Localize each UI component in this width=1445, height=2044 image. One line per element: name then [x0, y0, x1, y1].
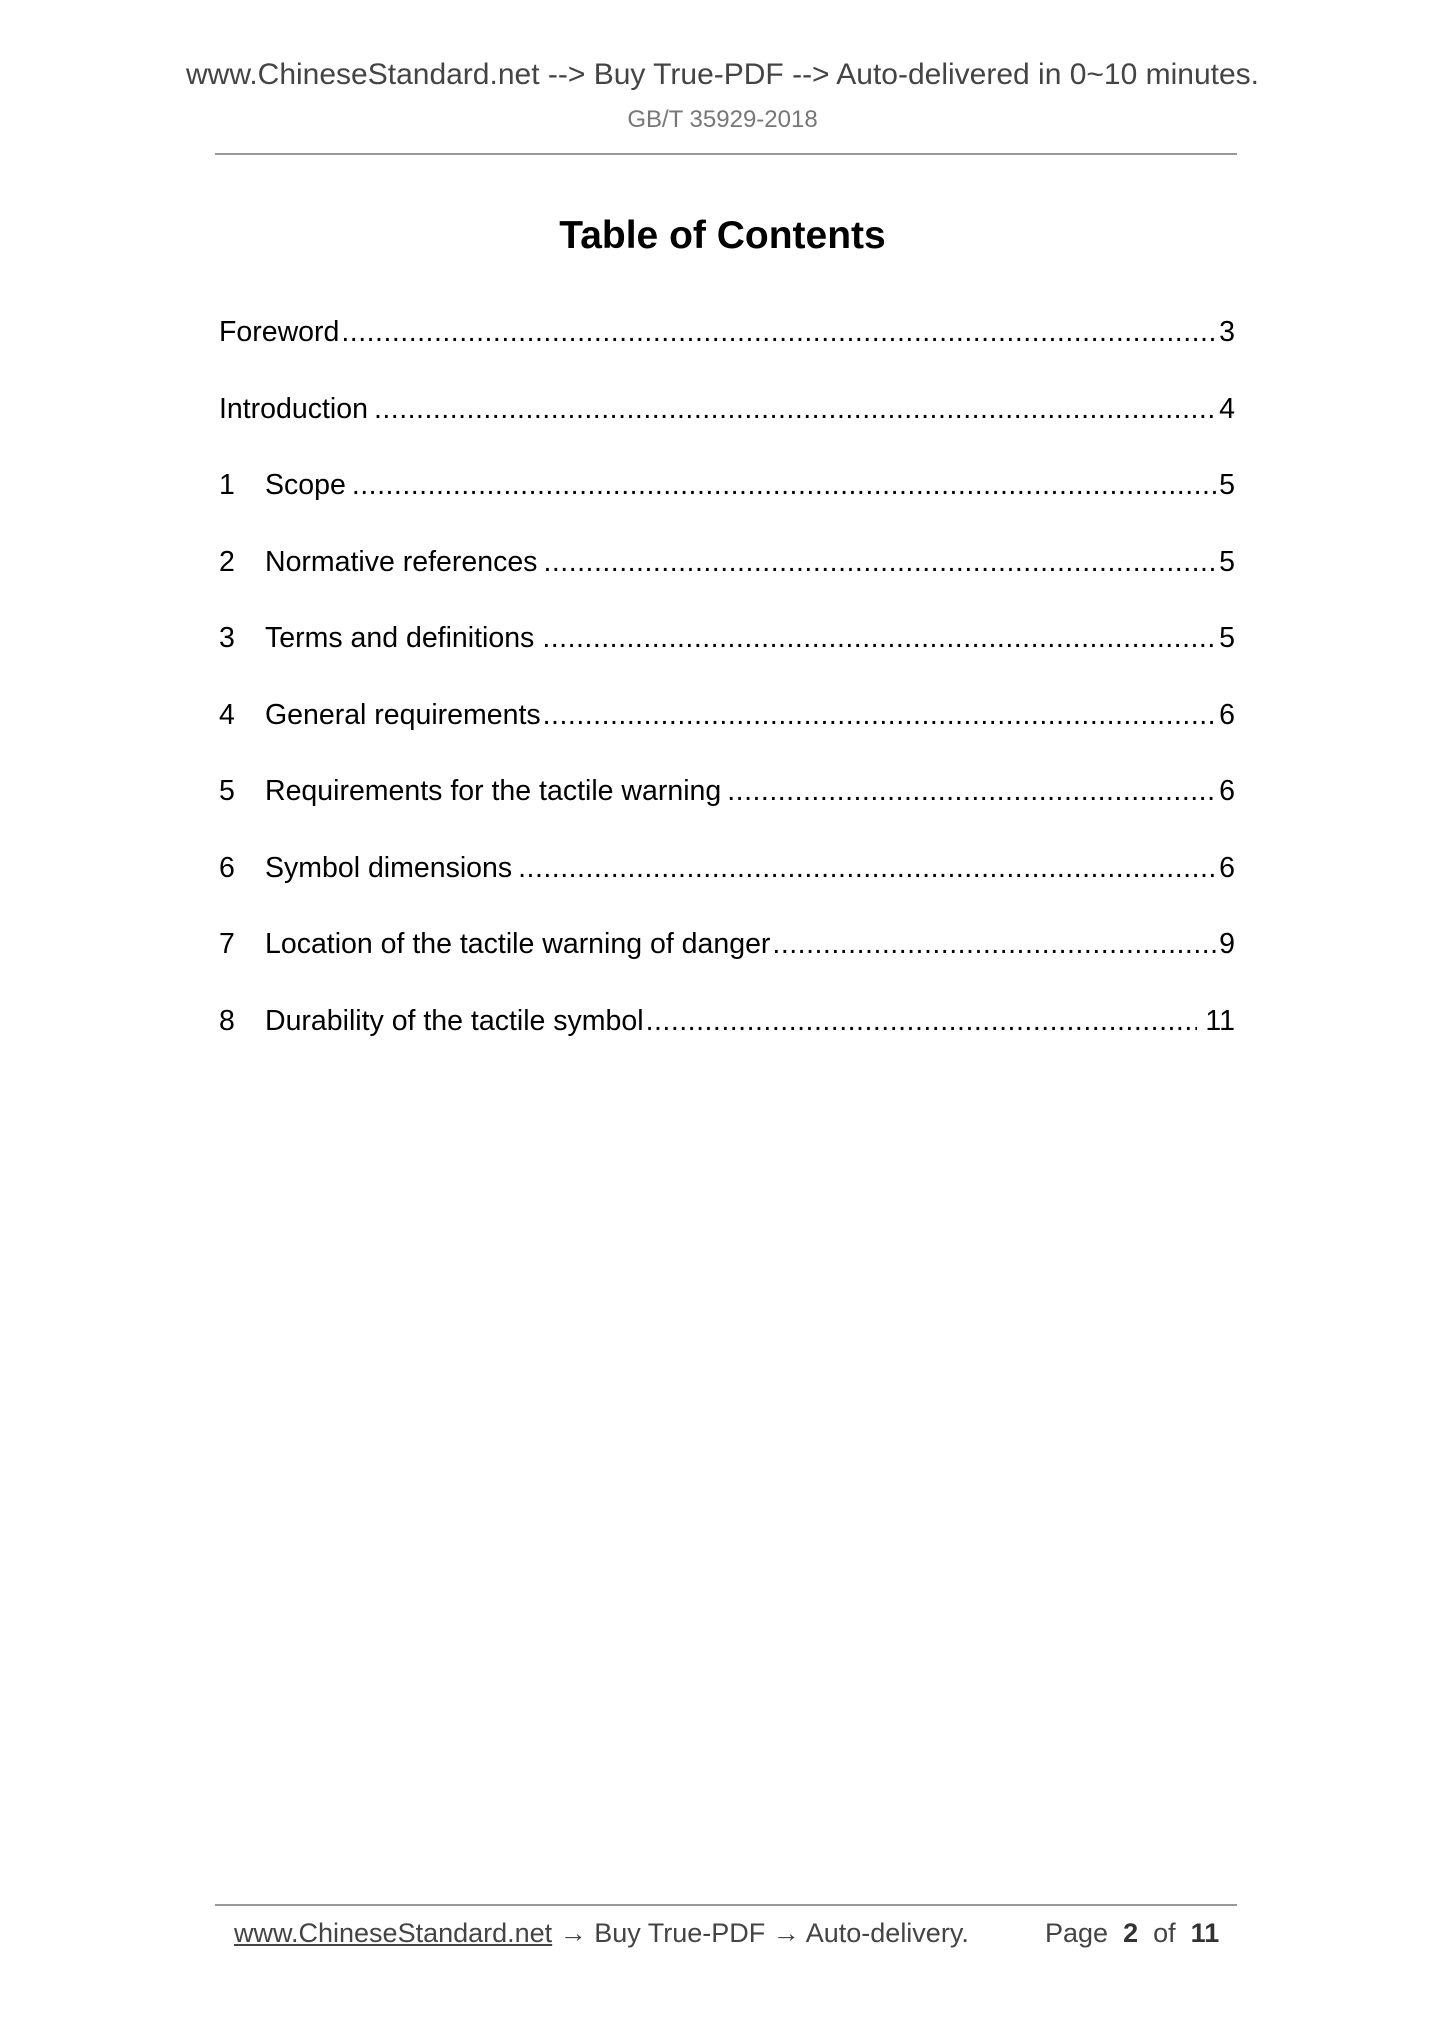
toc-number: 1 — [219, 469, 235, 501]
page-indicator — [1045, 1918, 1219, 1949]
toc-number: 2 — [219, 545, 235, 578]
toc-number: 7 — [219, 928, 235, 960]
toc-page: 4 — [1219, 392, 1235, 425]
toc-page: 11 — [1205, 1004, 1235, 1037]
dot-leader — [543, 546, 1217, 579]
toc-entry-2[interactable] — [219, 546, 1235, 623]
toc-entry-4[interactable] — [219, 699, 1235, 776]
dot-leader — [341, 316, 1217, 349]
toc-label: Durability of the tactile symbol — [265, 1004, 644, 1037]
table-of-contents — [219, 316, 1235, 1081]
page-total: 11 — [1190, 1918, 1220, 1948]
toc-entry-3[interactable] — [219, 622, 1235, 699]
toc-label: Location of the tactile warning of danger — [265, 928, 771, 960]
dot-leader — [727, 775, 1217, 808]
toc-number: 4 — [219, 698, 235, 731]
toc-label: Symbol dimensions — [265, 851, 513, 884]
footer-text: → Buy True-PDF → Auto-delivery. — [552, 1918, 969, 1948]
toc-page: 9 — [1219, 928, 1235, 960]
toc-page: 5 — [1219, 545, 1235, 578]
toc-label: General requirements — [265, 698, 541, 731]
footer-divider — [215, 1904, 1237, 1906]
page-current: 2 — [1123, 1918, 1139, 1948]
toc-page: 6 — [1219, 698, 1235, 731]
standard-id: GB/T 35929-2018 — [627, 106, 818, 133]
header-divider — [215, 153, 1237, 155]
dot-leader — [352, 469, 1217, 502]
toc-label: Normative references — [265, 545, 538, 578]
toc-number: 8 — [219, 1004, 235, 1037]
toc-page: 3 — [1219, 316, 1235, 348]
header-banner: www.ChineseStandard.net --> Buy True-PDF --> Auto-delivered in 0~10 minutes. — [185, 58, 1260, 91]
page-title: Table of Contents — [559, 214, 886, 257]
toc-label: Foreword — [219, 316, 340, 348]
toc-entry-5[interactable] — [219, 775, 1235, 852]
toc-page: 6 — [1219, 775, 1235, 807]
toc-entry-8[interactable] — [219, 1005, 1235, 1082]
toc-entry-7[interactable] — [219, 928, 1235, 1005]
footer — [234, 1918, 1234, 1949]
dot-leader — [542, 622, 1217, 655]
toc-entry-foreword[interactable] — [219, 316, 1235, 393]
dot-leader — [543, 699, 1218, 732]
toc-page: 6 — [1219, 851, 1235, 884]
toc-page: 5 — [1219, 469, 1235, 501]
toc-page: 5 — [1219, 622, 1235, 654]
toc-entry-introduction[interactable] — [219, 393, 1235, 470]
toc-label: Introduction — [219, 392, 368, 425]
toc-label: Requirements for the tactile warning — [265, 775, 722, 807]
toc-entry-1[interactable] — [219, 469, 1235, 546]
page-word: Page — [1045, 1918, 1109, 1948]
dot-leader — [374, 393, 1217, 426]
dot-leader — [518, 852, 1217, 885]
toc-number: 6 — [219, 851, 235, 884]
toc-label: Scope — [265, 469, 346, 501]
toc-number: 3 — [219, 622, 235, 654]
toc-label: Terms and definitions — [265, 622, 535, 654]
toc-entry-6[interactable] — [219, 852, 1235, 929]
dot-leader — [772, 928, 1217, 961]
dot-leader — [646, 1005, 1198, 1038]
of-word: of — [1153, 1918, 1176, 1948]
footer-link[interactable]: www.ChineseStandard.net — [234, 1918, 553, 1948]
toc-number: 5 — [219, 775, 235, 807]
